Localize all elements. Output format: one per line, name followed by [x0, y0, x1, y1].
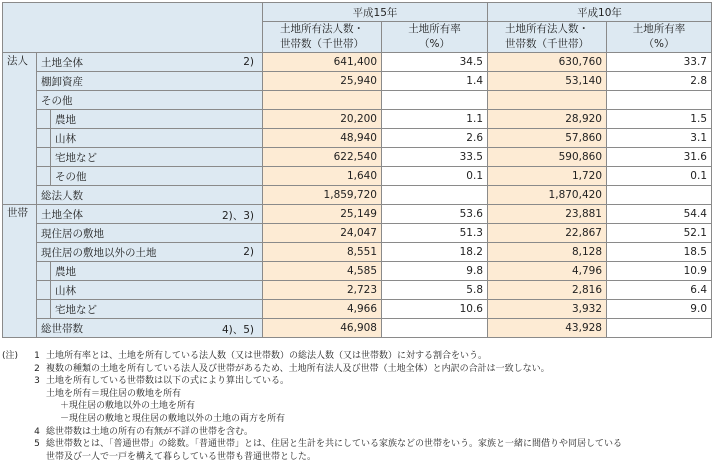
- cell-h15-count: [263, 91, 382, 110]
- header-h15-count: 土地所有法人数・ 世帯数（千世帯）: [263, 22, 382, 53]
- row-label: 山林: [51, 129, 263, 148]
- cell-h10-count: 4,796: [488, 262, 607, 281]
- cell-h15-count: 1,859,720: [263, 186, 382, 205]
- cell-h15-count: 641,400: [263, 53, 382, 72]
- cell-h10-rate: 33.7: [607, 53, 712, 72]
- footnote-1: (注) 1 土地所有率とは、土地を所有している法人数（又は世帯数）の総法人数（又は世帯数）に対する割合をいう。: [2, 351, 488, 361]
- row-label: 宅地など: [51, 300, 263, 319]
- cell-h15-rate: 51.3: [382, 224, 488, 243]
- footnote-3-formula-b: ＋現住居の敷地以外の土地を所有: [60, 401, 196, 412]
- cell-h15-count: 46,908: [263, 319, 382, 338]
- cell-h10-count: 630,760: [488, 53, 607, 72]
- footnotes: [2, 350, 712, 463]
- cell-h10-count: [488, 91, 607, 110]
- cell-h10-rate: 9.0: [607, 300, 712, 319]
- indent-cell: [37, 167, 51, 186]
- footnote-2: 2 複数の種類の土地を所有している法人及び世帯があるため、土地所有法人及び世帯（土地全体）と内訳の合計は一致しない。: [34, 363, 550, 374]
- footnote-3-formula-a: 土地を所有＝現住居の敷地を所有: [46, 388, 182, 399]
- category-corp: 法人: [3, 53, 37, 205]
- indent-cell: [37, 262, 51, 281]
- cell-h15-count: 4,966: [263, 300, 382, 319]
- cell-h15-count: 2,723: [263, 281, 382, 300]
- indent-cell: [37, 148, 51, 167]
- row-label: 農地: [51, 262, 263, 281]
- header-corner: [3, 3, 263, 53]
- cell-h10-rate: [607, 319, 712, 338]
- header-h15-rate: 土地所有率 （%）: [382, 22, 488, 53]
- table-row: [3, 319, 712, 338]
- table-row: [3, 186, 712, 205]
- cell-h10-rate: 52.1: [607, 224, 712, 243]
- cell-h10-rate: 3.1: [607, 129, 712, 148]
- row-label: 農地: [51, 110, 263, 129]
- table-row: [3, 129, 712, 148]
- row-label: 土地全体 2): [37, 53, 263, 72]
- cell-h15-rate: 9.8: [382, 262, 488, 281]
- row-label: 山林: [51, 281, 263, 300]
- cell-h15-rate: 2.6: [382, 129, 488, 148]
- cell-h15-count: 622,540: [263, 148, 382, 167]
- indent-cell: [37, 110, 51, 129]
- cell-h15-rate: [382, 91, 488, 110]
- cell-h15-rate: 1.1: [382, 110, 488, 129]
- cell-h10-count: 590,860: [488, 148, 607, 167]
- row-label: 棚卸資産: [37, 72, 263, 91]
- land-ownership-table: [2, 2, 712, 338]
- table-row: [3, 300, 712, 319]
- cell-h15-rate: 0.1: [382, 167, 488, 186]
- table-row: [3, 243, 712, 262]
- row-label: 現住居の敷地: [37, 224, 263, 243]
- table-row: [3, 148, 712, 167]
- indent-cell: [37, 281, 51, 300]
- cell-h15-count: 25,940: [263, 72, 382, 91]
- header-h10-rate: 土地所有率 （%）: [607, 22, 712, 53]
- cell-h10-rate: 18.5: [607, 243, 712, 262]
- cell-h10-rate: 0.1: [607, 167, 712, 186]
- cell-h10-rate: 2.8: [607, 72, 712, 91]
- cell-h15-rate: 33.5: [382, 148, 488, 167]
- cell-h15-rate: 34.5: [382, 53, 488, 72]
- cell-h15-rate: 53.6: [382, 205, 488, 224]
- table-row: [3, 91, 712, 110]
- table-row: [3, 224, 712, 243]
- cell-h15-rate: 18.2: [382, 243, 488, 262]
- footnote-3-formula-c: －現住居の敷地と現住居の敷地以外の土地の両方を所有: [60, 413, 286, 424]
- table-row: [3, 205, 712, 224]
- cell-h15-count: 48,940: [263, 129, 382, 148]
- row-label: 現住居の敷地以外の土地 2): [37, 243, 263, 262]
- row-label: その他: [51, 167, 263, 186]
- cell-h10-rate: 54.4: [607, 205, 712, 224]
- cell-h15-rate: 1.4: [382, 72, 488, 91]
- cell-h15-rate: [382, 319, 488, 338]
- table-row: [3, 262, 712, 281]
- table-row: [3, 167, 712, 186]
- cell-h15-rate: 5.8: [382, 281, 488, 300]
- cell-h10-rate: [607, 91, 712, 110]
- cell-h10-rate: 10.9: [607, 262, 712, 281]
- header-h10: 平成10年: [488, 3, 712, 22]
- row-label: 総法人数: [37, 186, 263, 205]
- cell-h10-count: 53,140: [488, 72, 607, 91]
- cell-h10-rate: [607, 186, 712, 205]
- cell-h10-count: 3,932: [488, 300, 607, 319]
- header-h10-count: 土地所有法人数・ 世帯数（千世帯）: [488, 22, 607, 53]
- cell-h10-rate: 1.5: [607, 110, 712, 129]
- table-row: [3, 72, 712, 91]
- cell-h10-count: 43,928: [488, 319, 607, 338]
- table-row: [3, 110, 712, 129]
- row-label: その他: [37, 91, 263, 110]
- row-label: 土地全体 2)、3): [37, 205, 263, 224]
- cell-h15-rate: 10.6: [382, 300, 488, 319]
- cell-h10-rate: 6.4: [607, 281, 712, 300]
- cell-h10-count: 8,128: [488, 243, 607, 262]
- indent-cell: [37, 129, 51, 148]
- table-row: [3, 281, 712, 300]
- cell-h10-count: 57,860: [488, 129, 607, 148]
- row-label: 総世帯数 4)、5): [37, 319, 263, 338]
- cell-h15-count: 4,585: [263, 262, 382, 281]
- table-row: [3, 53, 712, 72]
- footnote-3: 3 土地を所有している世帯数は以下の式により算出している。: [34, 376, 290, 387]
- indent-cell: [37, 300, 51, 319]
- cell-h15-count: 24,047: [263, 224, 382, 243]
- cell-h10-count: 28,920: [488, 110, 607, 129]
- cell-h10-count: 1,870,420: [488, 186, 607, 205]
- cell-h10-count: 22,867: [488, 224, 607, 243]
- footnote-4: 4 総世帯数は土地の所有の有無が不詳の世帯を含む。: [34, 426, 254, 437]
- header-h15: 平成15年: [263, 3, 488, 22]
- cell-h15-count: 1,640: [263, 167, 382, 186]
- footnote-5: 5 総世帯数とは、「普通世帯」の総数。「普通世帯」とは、住居と生計を共にしている家族などの世帯をいう。家族と一緒に間借りや同居している: [34, 439, 623, 450]
- cell-h15-count: 8,551: [263, 243, 382, 262]
- row-label: 宅地など: [51, 148, 263, 167]
- cell-h15-rate: [382, 186, 488, 205]
- cell-h15-count: 20,200: [263, 110, 382, 129]
- cell-h10-count: 2,816: [488, 281, 607, 300]
- cell-h10-rate: 31.6: [607, 148, 712, 167]
- cell-h10-count: 23,881: [488, 205, 607, 224]
- cell-h15-count: 25,149: [263, 205, 382, 224]
- cell-h10-count: 1,720: [488, 167, 607, 186]
- footnote-5-continued: 世帯及び一人で一戸を構えて暮らしている世帯も普通世帯とした。: [46, 451, 317, 462]
- category-household: 世帯: [3, 205, 37, 338]
